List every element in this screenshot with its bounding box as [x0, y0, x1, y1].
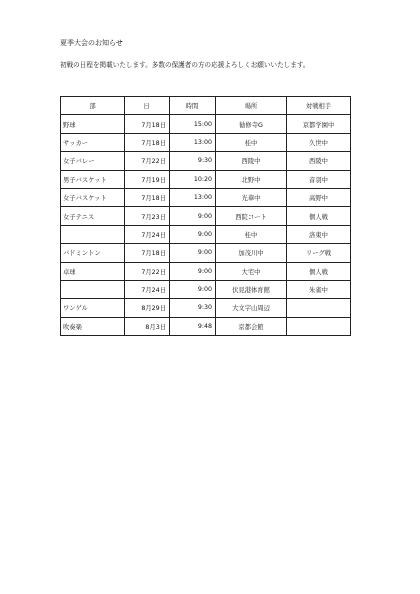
cell-date: 7月24日	[125, 225, 170, 243]
cell-place: 桂中	[216, 225, 287, 243]
table-row	[61, 225, 351, 243]
cell-place: 桂中	[216, 133, 287, 151]
cell-opponent: 高野中	[287, 188, 351, 206]
table-row	[61, 262, 351, 280]
cell-date: 8月29日	[125, 299, 170, 317]
cell-place: 西陵中	[216, 152, 287, 170]
cell-club: バドミントン	[61, 244, 125, 262]
cell-date: 7月18日	[125, 244, 170, 262]
cell-place: 勧修寺G	[216, 115, 287, 133]
header-time: 時間	[170, 97, 216, 115]
table-header	[61, 97, 351, 115]
cell-date: 7月24日	[125, 280, 170, 298]
cell-opponent: 京都学園中	[287, 115, 351, 133]
cell-place: 京都会館	[216, 317, 287, 335]
cell-place: 伏見港体育館	[216, 280, 287, 298]
cell-club: 吹奏楽	[61, 317, 125, 335]
cell-time: 9:48	[170, 317, 216, 335]
table-row	[61, 152, 351, 170]
table-row	[61, 170, 351, 188]
cell-date: 7月18日	[125, 115, 170, 133]
cell-club: 女子バスケット	[61, 188, 125, 206]
cell-opponent: 西陵中	[287, 152, 351, 170]
cell-opponent: 個人戦	[287, 262, 351, 280]
cell-place: 大文字山周辺	[216, 299, 287, 317]
cell-time: 9:00	[170, 280, 216, 298]
header-place: 場所	[216, 97, 287, 115]
cell-time: 9:30	[170, 299, 216, 317]
cell-opponent: 洛東中	[287, 225, 351, 243]
document-title: 夏季大会のお知らせ	[60, 39, 123, 47]
cell-opponent	[287, 317, 351, 335]
header-date: 日	[125, 97, 170, 115]
cell-club: 女子テニス	[61, 207, 125, 225]
cell-place: 北野中	[216, 170, 287, 188]
cell-club	[61, 225, 125, 243]
header-opponent: 対戦相手	[287, 97, 351, 115]
cell-time: 9:00	[170, 262, 216, 280]
cell-place: 加茂川中	[216, 244, 287, 262]
cell-date: 7月19日	[125, 170, 170, 188]
table-row	[61, 244, 351, 262]
table-row	[61, 299, 351, 317]
cell-date: 7月23日	[125, 207, 170, 225]
cell-time: 15:00	[170, 115, 216, 133]
table-row	[61, 188, 351, 206]
cell-club: 女子バレー	[61, 152, 125, 170]
cell-time: 10:20	[170, 170, 216, 188]
table-row	[61, 317, 351, 335]
cell-opponent: 朱雀中	[287, 280, 351, 298]
schedule-table	[60, 96, 351, 336]
cell-opponent	[287, 299, 351, 317]
cell-time: 9:00	[170, 225, 216, 243]
cell-club	[61, 280, 125, 298]
table-row	[61, 280, 351, 298]
cell-place: 大宅中	[216, 262, 287, 280]
intro-text: 初戦の日程を掲載いたします。多数の保護者の方の応援よろしくお願いいたします。	[60, 61, 310, 69]
cell-time: 9:00	[170, 244, 216, 262]
cell-opponent: 個人戦	[287, 207, 351, 225]
cell-club: 男子バスケット	[61, 170, 125, 188]
cell-opponent: 久世中	[287, 133, 351, 151]
cell-date: 7月22日	[125, 152, 170, 170]
table-row	[61, 207, 351, 225]
cell-opponent: 音羽中	[287, 170, 351, 188]
cell-date: 7月18日	[125, 188, 170, 206]
cell-club: ワンゲル	[61, 299, 125, 317]
cell-place: 西院コート	[216, 207, 287, 225]
cell-opponent: リーグ戦	[287, 244, 351, 262]
table-row	[61, 115, 351, 133]
table-row	[61, 133, 351, 151]
cell-time: 9:00	[170, 207, 216, 225]
table-body	[61, 115, 351, 336]
cell-club: 卓球	[61, 262, 125, 280]
header-club: 部	[61, 97, 125, 115]
cell-time: 13:00	[170, 133, 216, 151]
cell-place: 光華中	[216, 188, 287, 206]
cell-time: 13:00	[170, 188, 216, 206]
cell-time: 9:30	[170, 152, 216, 170]
cell-date: 8月3日	[125, 317, 170, 335]
header-row	[61, 97, 351, 115]
cell-date: 7月18日	[125, 133, 170, 151]
cell-club: サッカー	[61, 133, 125, 151]
cell-date: 7月22日	[125, 262, 170, 280]
cell-club: 野球	[61, 115, 125, 133]
